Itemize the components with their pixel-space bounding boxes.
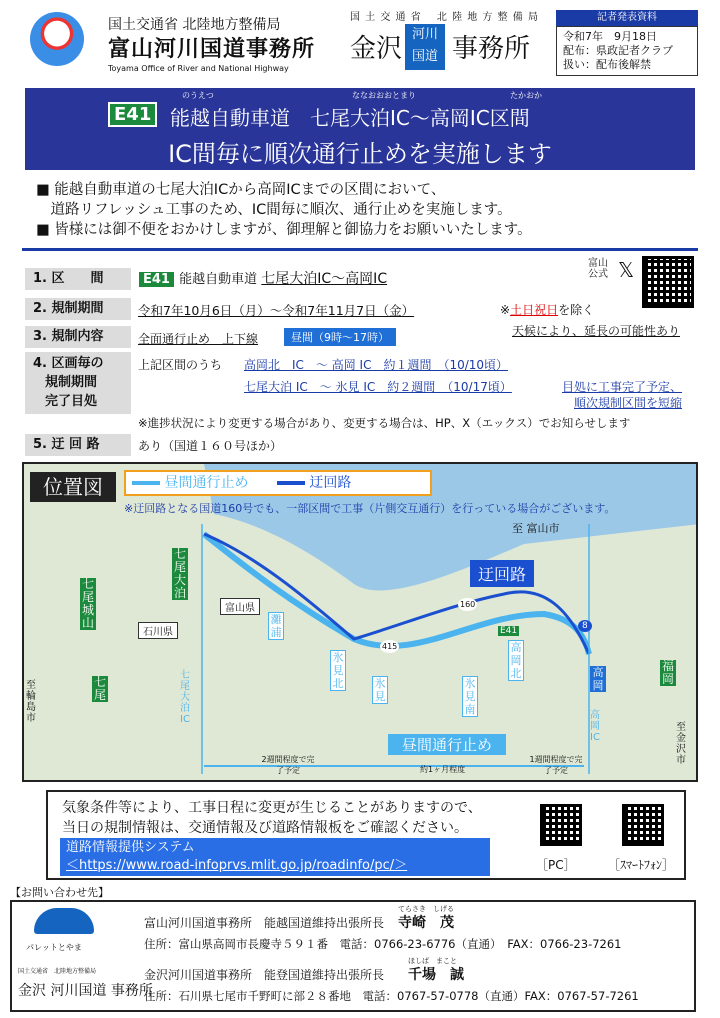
pipe-logo bbox=[34, 908, 94, 934]
row3-time-wrap bbox=[284, 326, 396, 346]
row2-label: 2. 規制期間 bbox=[25, 298, 131, 320]
row4-label-a: 4. 区画毎の bbox=[33, 356, 104, 371]
route-badge-e41: E41 bbox=[108, 102, 157, 127]
route-8-shield: 8 bbox=[578, 620, 592, 632]
ic-nadaura: 灘浦 bbox=[268, 612, 284, 640]
e41-map-badge: E41 bbox=[500, 626, 518, 636]
kz-logo-name: 金沢 河川国道 事務所 bbox=[18, 983, 153, 999]
qr-sp-label: ［ｽﾏｰﾄﾌｫﾝ］ bbox=[608, 858, 675, 872]
ishikawa-pref: 石川県 bbox=[138, 622, 178, 639]
row4-line2: 七尾大泊 IC ～ 氷見 IC 約２週間 （10/17頃） bbox=[244, 380, 512, 394]
kanazawa-logo-box: 河川 国道 bbox=[405, 24, 445, 70]
c2-org: 金沢河川国道事務所 能登国道維持出張所長 bbox=[144, 968, 385, 982]
row1-badge: E41 bbox=[138, 271, 175, 288]
legend-detour-swatch bbox=[277, 481, 305, 485]
notice-line2: 当日の規制情報は、交通情報及び道路情報板をご確認ください。 bbox=[62, 820, 468, 836]
ic-himi-minami: 氷見南 bbox=[462, 676, 478, 717]
row4-label-c: 完了目処 bbox=[45, 394, 98, 409]
intro-bullet-2: ■ 皆様には御不便をおかけしますが、御理解と御協力をお願いいたします。 bbox=[36, 222, 532, 238]
row4-lead: 上記区間のうち bbox=[138, 358, 223, 372]
row1-label: 1. 区 間 bbox=[25, 268, 131, 290]
detour-tag: 迂回路 bbox=[470, 560, 534, 587]
sns-label-a: 富山 bbox=[588, 258, 608, 269]
kanazawa-logo-right: 事務所 bbox=[452, 34, 531, 64]
qr-smartphone[interactable] bbox=[622, 804, 664, 846]
ruby-takaoka: たかおか bbox=[510, 91, 542, 100]
row5-label: 5. 迂 回 路 bbox=[25, 434, 131, 456]
route-160-shield: 160 bbox=[460, 600, 476, 609]
c2-name: 千場 誠 bbox=[408, 967, 464, 983]
legend-detour-label: 迂回路 bbox=[309, 475, 352, 491]
map-title: 位置図 bbox=[30, 472, 116, 502]
kanazawa-logo-left: 金沢 bbox=[350, 34, 403, 64]
row2-note-suffix: を除く bbox=[558, 303, 595, 317]
divider bbox=[22, 248, 698, 251]
to-toyama: 至 富山市 bbox=[512, 522, 560, 535]
intro-bullet-1a: ■ 能越自動車道の七尾大泊ICから高岡ICまでの区間において、 bbox=[36, 182, 446, 198]
row5-value: あり（国道１６０号ほか） bbox=[138, 439, 283, 453]
intro-bullet-1b: 道路リフレッシュ工事のため、IC間毎に順次、通行止めを実施します。 bbox=[36, 202, 512, 218]
row4-line1: 高岡北 IC ～ 高岡 IC 約１週間 （10/10頃） bbox=[244, 358, 509, 372]
mlit-logo bbox=[30, 12, 84, 66]
title-line2: IC間毎に順次通行止めを実施します bbox=[168, 140, 552, 168]
c1-addr: 住所：富山県高岡市長慶寺５９１番 電話：0766-23-6776（直通） FAX：0766-23-7261 bbox=[144, 937, 622, 951]
kanazawa-ministry: 国 土 交 通 省 北 陸 地 方 整 備 局 bbox=[350, 12, 539, 23]
sns-label-b: 公式 bbox=[588, 269, 608, 280]
sys-url[interactable]: ＜https://www.road-infoprvs.mlit.go.jp/roadinfo/pc/＞ bbox=[66, 858, 408, 873]
row3-label: 3. 規制内容 bbox=[25, 326, 131, 348]
c1-name: 寺崎 茂 bbox=[398, 915, 454, 931]
ic-nanao-ohdomari: 七尾大泊 bbox=[173, 547, 186, 600]
daytime-closure-tag: 昼間通行止め bbox=[388, 734, 506, 755]
row2-period: 令和7年10月6日（月）～令和7年11月7日（金） bbox=[138, 303, 415, 318]
ruby-noetsu: のうえつ bbox=[182, 91, 214, 100]
notice-text bbox=[62, 798, 482, 838]
span-2: 約1ヶ月程度 bbox=[420, 765, 466, 774]
c1-ruby: てらさき しげる bbox=[398, 905, 454, 913]
intro-bullets bbox=[36, 180, 532, 240]
map-legend bbox=[124, 470, 432, 496]
contact-heading: 【お問い合わせ先】 bbox=[10, 886, 109, 899]
press-date: 令和7年 9月18日 bbox=[563, 30, 657, 43]
road-info-system[interactable] bbox=[60, 838, 490, 876]
kz-logo-ministry: 国土交通省 北陸地方整備局 bbox=[18, 968, 97, 975]
c1-org: 富山河川国道事務所 能越国道維持出張所長 bbox=[144, 916, 385, 930]
row1-section: 七尾大泊IC～高岡IC bbox=[261, 271, 388, 287]
legend-closure-label: 昼間通行止め bbox=[164, 475, 249, 491]
ic-himi-kita: 氷見北 bbox=[330, 650, 346, 691]
agency-name: 富山河川国道事務所 bbox=[108, 37, 316, 62]
press-handling: 扱い：配布後解禁 bbox=[563, 58, 651, 71]
title-line1: 能越自動車道 七尾大泊IC～高岡IC区間 bbox=[170, 106, 530, 130]
c2-addr: 住所：石川県七尾市千野町に部２８番地 電話：0767-57-0778（直通）FAX：0767-57-7261 bbox=[144, 989, 639, 1003]
ic-takaoka: 高岡 bbox=[590, 666, 606, 692]
qr-pc-label: ［PC］ bbox=[536, 858, 576, 872]
agency-english: Toyama Office of River and National Highway bbox=[108, 64, 289, 73]
ic-takaoka-kita: 高岡北 bbox=[508, 640, 524, 681]
ic-nanao: 七尾 bbox=[93, 675, 106, 702]
row4-note2: 順次規制区間を短縮 bbox=[574, 396, 683, 410]
notice-line1: 気象条件等により、工事日程に変更が生じることがありますので、 bbox=[62, 800, 482, 816]
title-badge-wrap bbox=[108, 102, 157, 127]
row4-caveat: ※進捗状況により変更する場合があり、変更する場合は、HP、X（エックス）でお知らせします bbox=[138, 416, 631, 430]
label-takaoka-ic: 高岡IC bbox=[590, 710, 600, 743]
agency-ministry: 国土交通省 北陸地方整備局 bbox=[108, 17, 281, 33]
row2-weather-note: 天候により、延長の可能性あり bbox=[512, 324, 681, 338]
x-qr-code[interactable] bbox=[642, 256, 694, 308]
sys-name: 道路情報提供システム bbox=[66, 840, 195, 855]
ic-nanao-joyama: 七尾城山 bbox=[81, 577, 94, 630]
row3-content: 全面通行止め 上下線 bbox=[138, 332, 259, 346]
row2-note bbox=[500, 301, 594, 318]
span-3: 1週間程度で完了予定 bbox=[529, 755, 583, 775]
press-info-box bbox=[556, 26, 698, 76]
row3-time: 昼間（9時～17時） bbox=[284, 328, 396, 346]
to-wajima: 至輪島市 bbox=[26, 680, 36, 724]
row1-value bbox=[138, 268, 387, 288]
x-icon[interactable]: 𝕏 bbox=[618, 258, 635, 282]
ic-himi: 氷見 bbox=[372, 676, 388, 704]
row1-road: 能越自動車道 bbox=[179, 272, 258, 287]
row2-note-red: 土日祝日 bbox=[510, 303, 559, 317]
pipe-logo-label: パレットとやま bbox=[26, 943, 82, 952]
ic-fukuoka: 福岡 bbox=[661, 659, 674, 686]
route-415-shield: 415 bbox=[382, 642, 398, 651]
qr-pc[interactable] bbox=[540, 804, 582, 846]
sns-label bbox=[588, 258, 608, 280]
map-note: ※迂回路となる国道160号でも、一部区間で工事（片側交互通行）を行っている場合がございます。 bbox=[124, 502, 616, 515]
row2-note-prefix: ※ bbox=[500, 303, 511, 317]
press-distribution: 配布：県政記者クラブ bbox=[563, 44, 673, 57]
c2-ruby: ほしば まこと bbox=[408, 957, 457, 965]
toyama-pref: 富山県 bbox=[220, 598, 260, 615]
span-1: 2週間程度で完了予定 bbox=[261, 755, 315, 775]
press-release-tag: 記者発表資料 bbox=[556, 10, 698, 26]
label-nanaoohdomari-ic: 七尾大泊IC bbox=[180, 670, 190, 725]
row4-label-b: 規制期間 bbox=[45, 375, 98, 390]
row4-label bbox=[25, 352, 131, 414]
to-kanazawa: 至金沢市 bbox=[676, 722, 686, 766]
legend-closure-swatch bbox=[132, 481, 160, 485]
row4-note1: 目処に工事完了予定、 bbox=[562, 380, 683, 394]
ruby-nanao: ななおおおとまり bbox=[352, 91, 416, 100]
